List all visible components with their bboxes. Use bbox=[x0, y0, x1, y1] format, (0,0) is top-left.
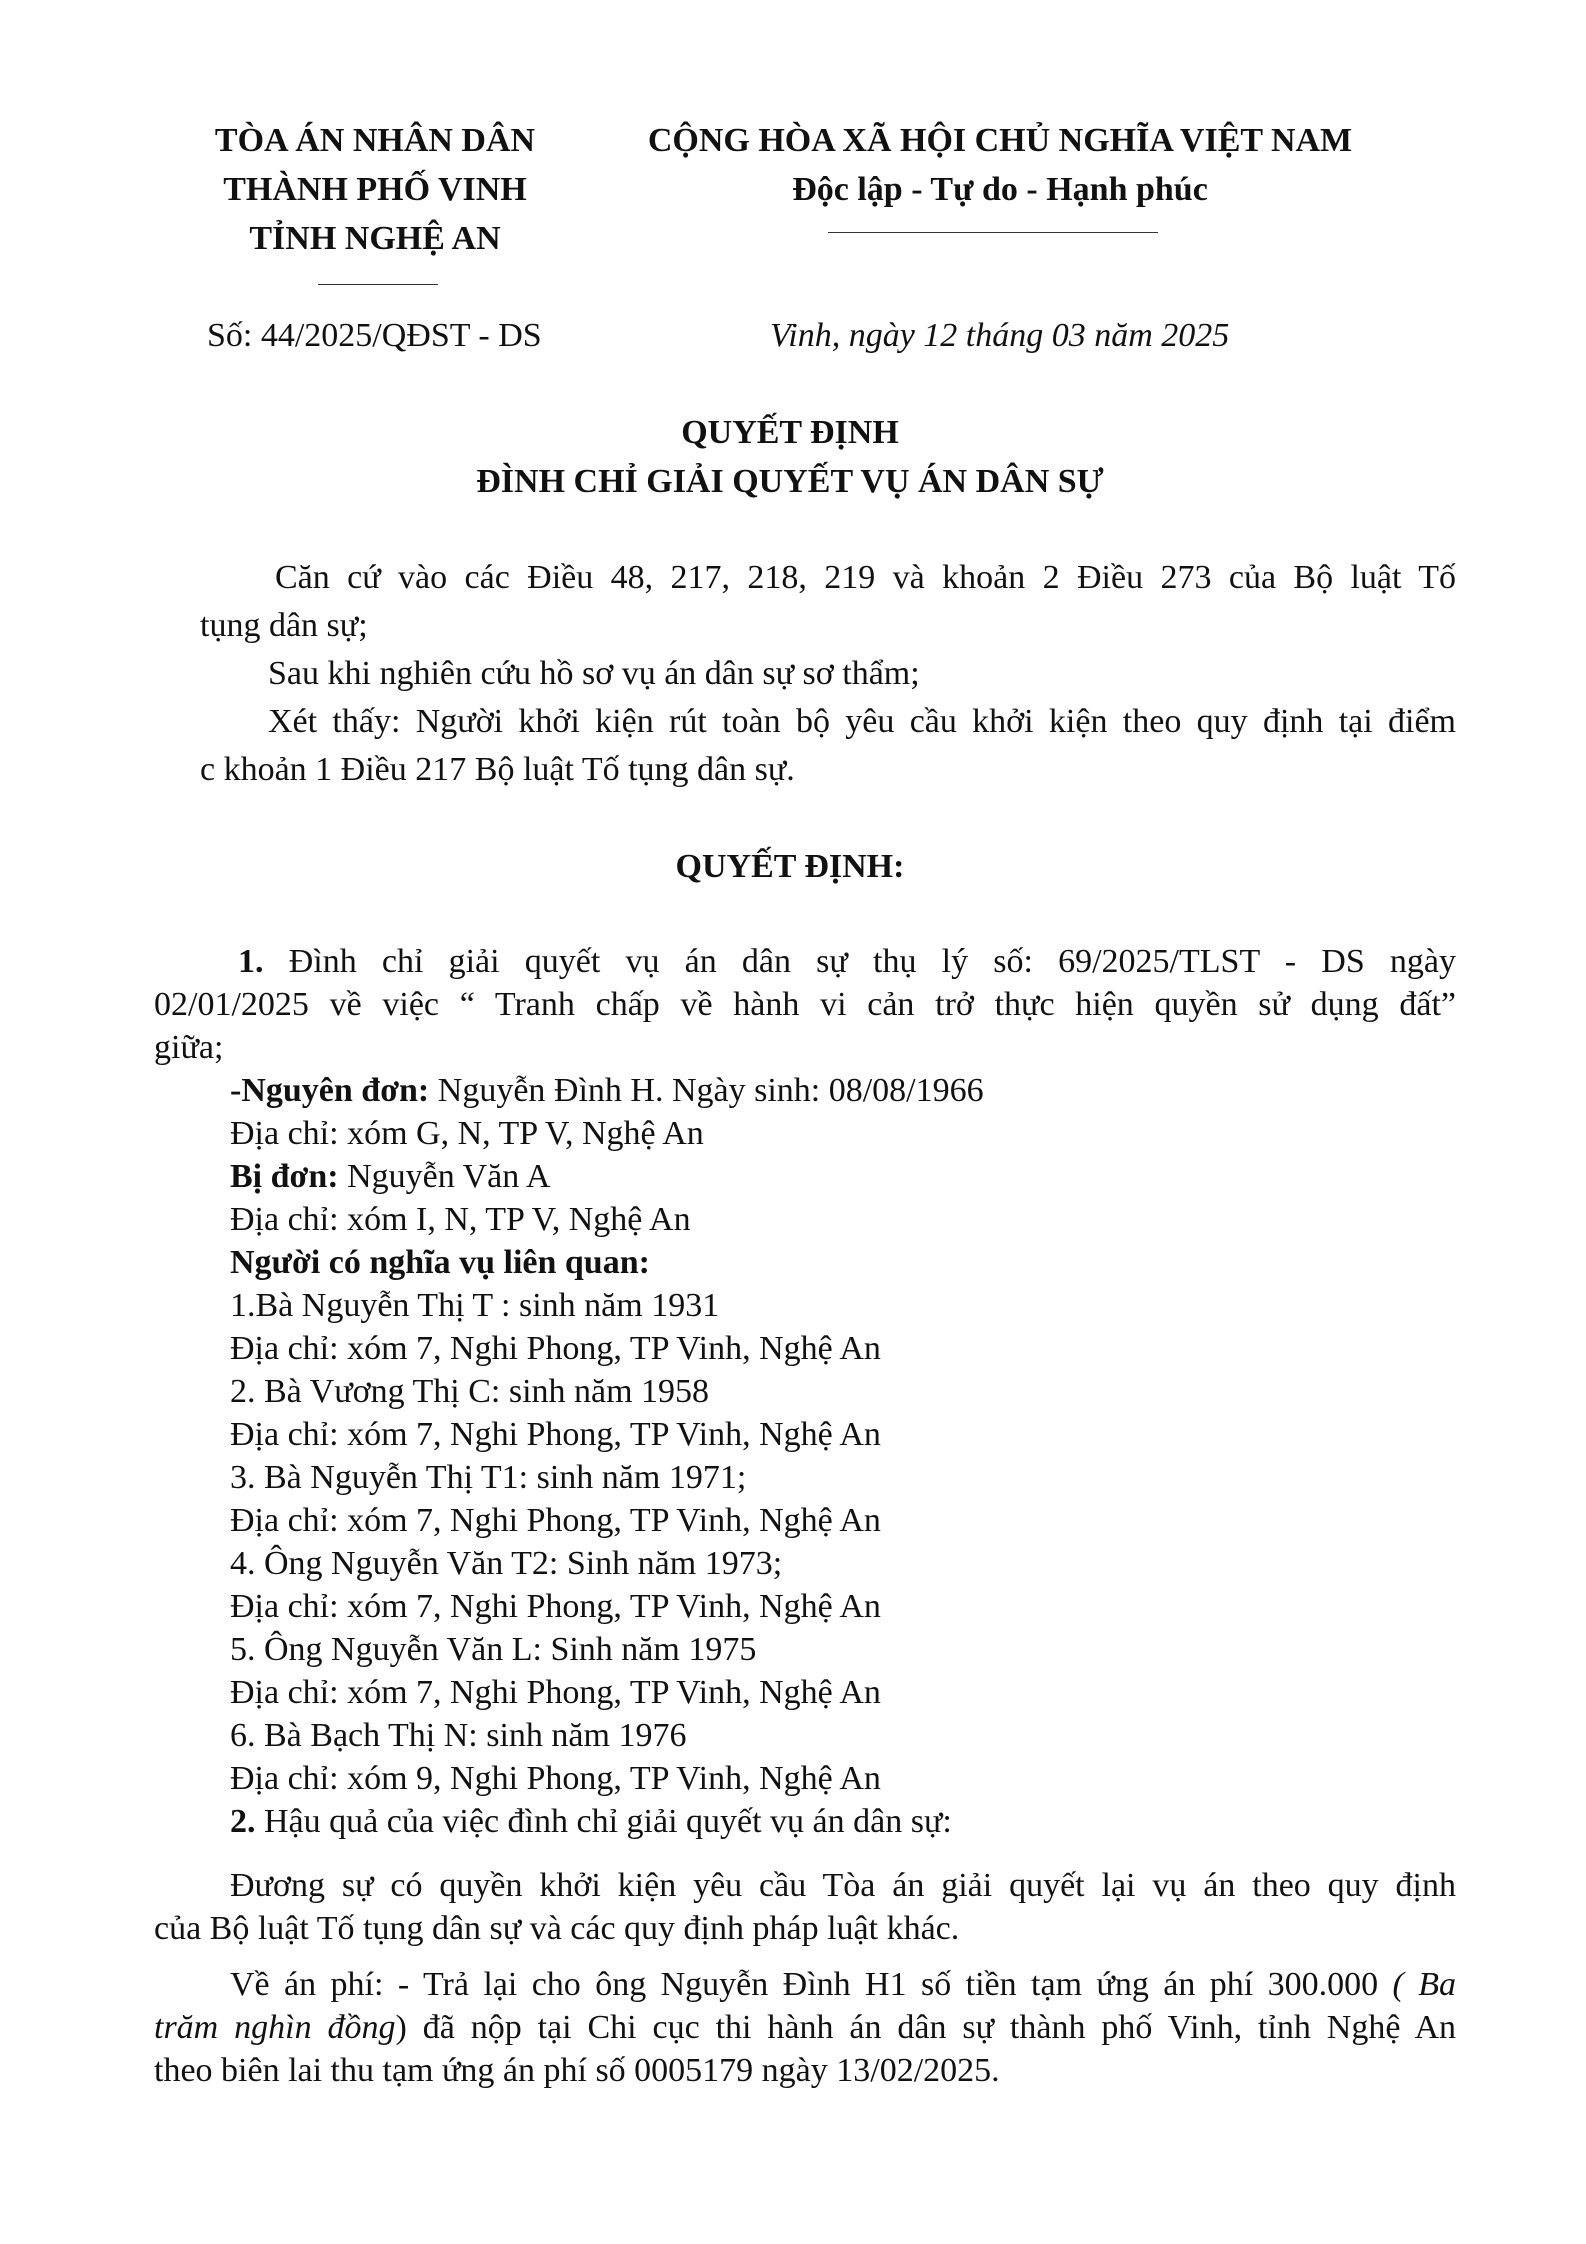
fee-line-2 bbox=[154, 2006, 1456, 2049]
plaintiff-label: -Nguyên đơn: bbox=[230, 1072, 430, 1109]
item1-number: 1. bbox=[238, 943, 264, 980]
place-date-text: Vinh, ngày 12 tháng 03 năm 2025 bbox=[770, 317, 1230, 354]
item1-text: Đình chỉ giải quyết vụ án dân sự thụ lý số: 69/2025/TLST - DS ngày bbox=[288, 943, 1457, 980]
defendant-value: Nguyễn Văn A bbox=[338, 1158, 551, 1195]
related-party-6-address: Địa chỉ: xóm 9, Nghi Phong, TP Vinh, Nghệ An bbox=[230, 1760, 881, 1797]
related-party-5-address: Địa chỉ: xóm 7, Nghi Phong, TP Vinh, Nghệ An bbox=[230, 1674, 881, 1711]
preamble-line-2: tụng dân sự; bbox=[200, 607, 368, 644]
motto-underline bbox=[828, 232, 1158, 233]
item1-line-2: 02/01/2025 về việc “ Tranh chấp về hành vi cản trở thực hiện quyền sử dụng đất” bbox=[154, 986, 1456, 1023]
item2-line bbox=[230, 1800, 952, 1843]
item1-line-3: giữa; bbox=[154, 1029, 224, 1066]
related-party-3: 3. Bà Nguyễn Thị T1: sinh năm 1971; bbox=[230, 1459, 747, 1496]
document-title bbox=[200, 408, 1380, 506]
preamble-line-3: Sau khi nghiên cứu hồ sơ vụ án dân sự sơ thẩm; bbox=[268, 655, 920, 692]
nation-name: CỘNG HÒA XÃ HỘI CHỦ NGHĨA VIỆT NAM bbox=[647, 122, 1353, 159]
title-line-2: ĐÌNH CHỈ GIẢI QUYẾT VỤ ÁN DÂN SỰ bbox=[476, 463, 1104, 500]
fee-line-2-italic: trăm nghìn đồng bbox=[154, 2009, 396, 2046]
related-party-6: 6. Bà Bạch Thị N: sinh năm 1976 bbox=[230, 1717, 687, 1754]
related-party-4: 4. Ông Nguyễn Văn T2: Sinh năm 1973; bbox=[230, 1545, 783, 1582]
related-party-4-address: Địa chỉ: xóm 7, Nghi Phong, TP Vinh, Nghệ An bbox=[230, 1588, 881, 1625]
court-underline bbox=[318, 284, 438, 285]
defendant-line bbox=[230, 1155, 550, 1198]
title-line-1: QUYẾT ĐỊNH bbox=[681, 414, 899, 451]
plaintiff-address: Địa chỉ: xóm G, N, TP V, Nghệ An bbox=[230, 1115, 704, 1152]
preamble-line-1: Căn cứ vào các Điều 48, 217, 218, 219 và khoản 2 Điều 273 của Bộ luật Tố bbox=[275, 559, 1456, 596]
fee-line-1-italic: ( Ba bbox=[1392, 1966, 1456, 2003]
item2-number: 2. bbox=[230, 1803, 256, 1840]
court-name-line-2: THÀNH PHỐ VINH bbox=[223, 171, 527, 208]
plaintiff-line bbox=[230, 1069, 984, 1112]
fee-line-3: theo biên lai thu tạm ứng án phí số 0005179 ngày 13/02/2025. bbox=[154, 2052, 1000, 2089]
item2-text: Hậu quả của việc đình chỉ giải quyết vụ án dân sự: bbox=[255, 1803, 952, 1840]
related-party-1: 1.Bà Nguyễn Thị T : sinh năm 1931 bbox=[230, 1287, 720, 1324]
defendant-address: Địa chỉ: xóm I, N, TP V, Nghệ An bbox=[230, 1201, 691, 1238]
plaintiff-value: Nguyễn Đình H. Ngày sinh: 08/08/1966 bbox=[429, 1072, 984, 1109]
place-date bbox=[770, 314, 1229, 357]
fee-line-2-text: ) đã nộp tại Chi cục thi hành án dân sự thành phố Vinh, tỉnh Nghệ An bbox=[395, 2009, 1456, 2046]
nation-block bbox=[620, 116, 1380, 214]
related-party-2-address: Địa chỉ: xóm 7, Nghi Phong, TP Vinh, Nghệ An bbox=[230, 1416, 881, 1453]
court-name-line-1: TÒA ÁN NHÂN DÂN bbox=[214, 122, 536, 159]
court-name-line-3: TỈNH NGHỆ AN bbox=[249, 220, 501, 257]
consequence-line-1: Đương sự có quyền khởi kiện yêu cầu Tòa án giải quyết lại vụ án theo quy định bbox=[230, 1867, 1456, 1904]
related-parties-label bbox=[230, 1241, 650, 1284]
preamble-line-5: c khoản 1 Điều 217 Bộ luật Tố tụng dân sự. bbox=[200, 751, 795, 788]
document-number: Số: 44/2025/QĐST - DS bbox=[207, 317, 542, 354]
item1-line-1 bbox=[238, 940, 1456, 983]
consequence-line-2: của Bộ luật Tố tụng dân sự và các quy định pháp luật khác. bbox=[154, 1910, 960, 1947]
national-motto: Độc lập - Tự do - Hạnh phúc bbox=[792, 171, 1208, 208]
related-party-3-address: Địa chỉ: xóm 7, Nghi Phong, TP Vinh, Nghệ An bbox=[230, 1502, 881, 1539]
related-party-5: 5. Ông Nguyễn Văn L: Sinh năm 1975 bbox=[230, 1631, 757, 1668]
defendant-label: Bị đơn: bbox=[230, 1158, 339, 1195]
court-name-block bbox=[195, 116, 555, 263]
related-parties-label-text: Người có nghĩa vụ liên quan: bbox=[230, 1244, 650, 1281]
related-party-1-address: Địa chỉ: xóm 7, Nghi Phong, TP Vinh, Nghệ An bbox=[230, 1330, 881, 1367]
preamble-line-4: Xét thấy: Người khởi kiện rút toàn bộ yêu cầu khởi kiện theo quy định tại điểm bbox=[268, 703, 1456, 740]
related-party-2: 2. Bà Vương Thị C: sinh năm 1958 bbox=[230, 1373, 710, 1410]
fee-line-1 bbox=[230, 1963, 1456, 2006]
decision-heading: QUYẾT ĐỊNH: bbox=[675, 848, 905, 885]
fee-line-1-text: Về án phí: - Trả lại cho ông Nguyễn Đình H1 số tiền tạm ứng án phí 300.000 bbox=[230, 1966, 1393, 2003]
